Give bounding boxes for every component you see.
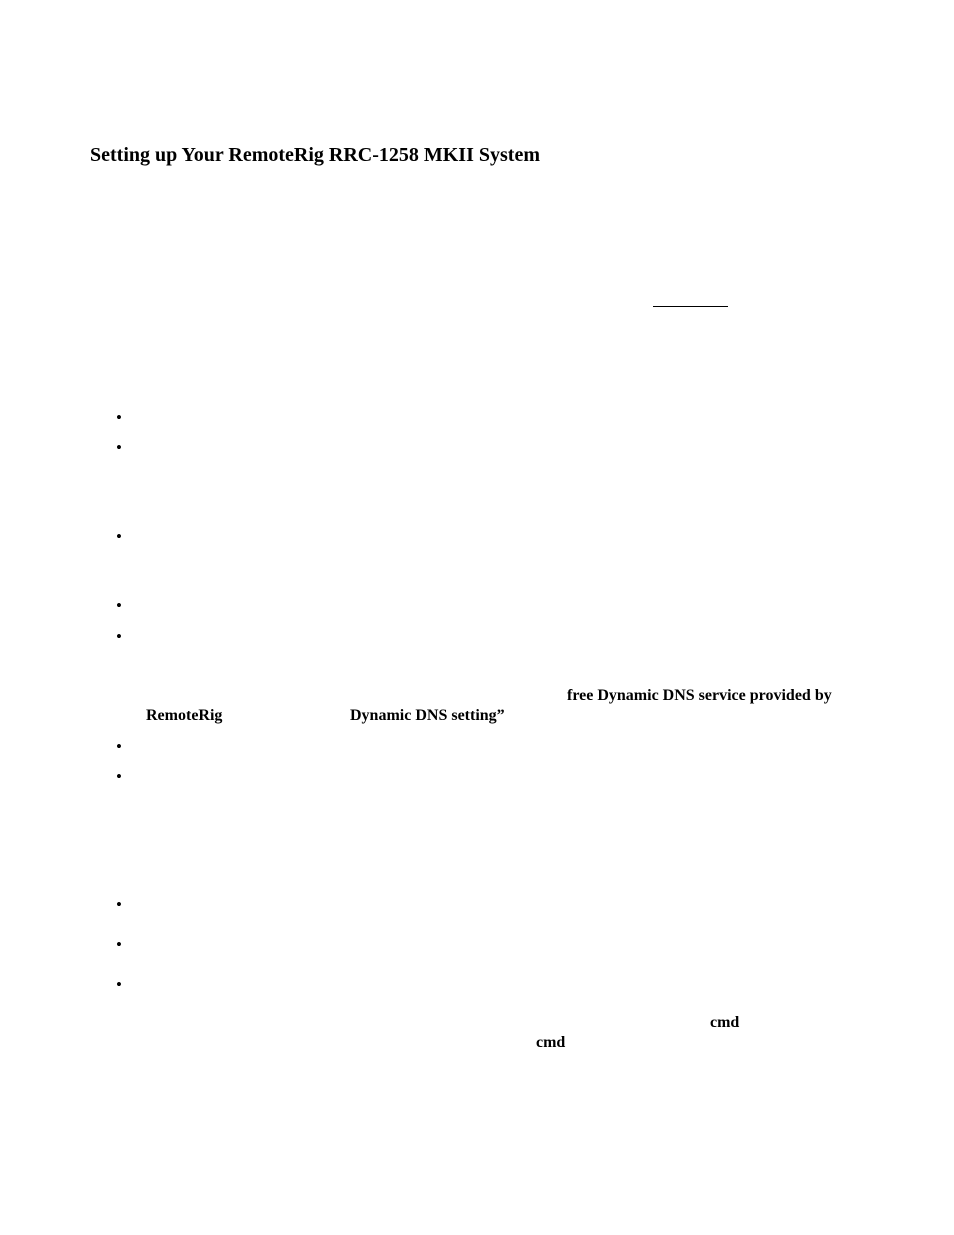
cmd-text: cmd xyxy=(710,1014,740,1031)
bullet-marker: • xyxy=(116,895,122,914)
bullet-marker: • xyxy=(116,596,122,615)
page-title: Setting up Your RemoteRig RRC-1258 MKII System xyxy=(90,144,540,166)
dns-setting-text: Dynamic DNS setting” xyxy=(350,707,505,724)
bullet-marker: • xyxy=(116,527,122,546)
bullet-marker: • xyxy=(116,767,122,786)
bullet-marker: • xyxy=(116,737,122,756)
bullet-marker: • xyxy=(116,627,122,646)
cmd-text: cmd xyxy=(536,1034,566,1051)
bullet-marker: • xyxy=(116,935,122,954)
bullet-marker: • xyxy=(116,975,122,994)
underlined-text-rule xyxy=(653,306,728,307)
bullet-marker: • xyxy=(116,408,122,427)
remoterig-text: RemoteRig xyxy=(146,707,223,724)
bullet-marker: • xyxy=(116,438,122,457)
dns-service-text: free Dynamic DNS service provided by xyxy=(567,687,832,704)
